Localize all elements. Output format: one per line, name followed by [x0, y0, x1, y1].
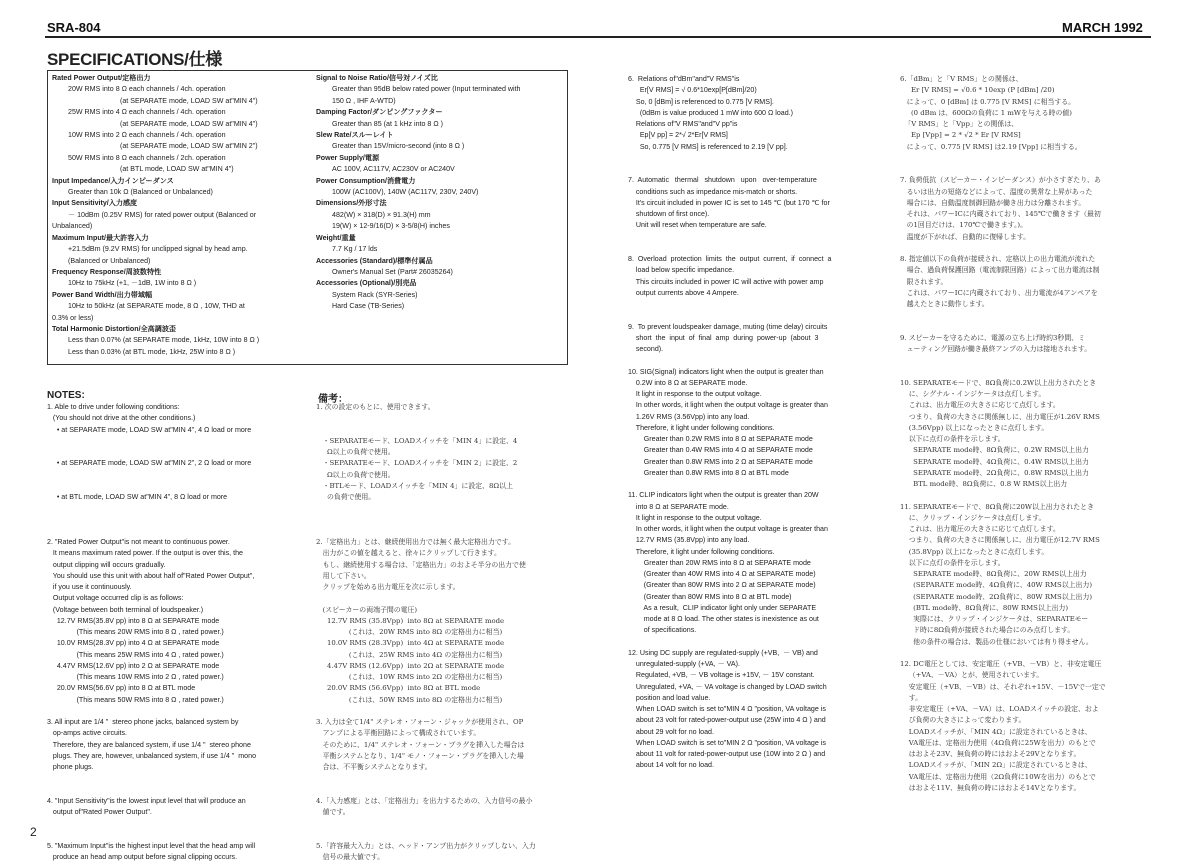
note-line: はおよそ11V、無負荷の時にはおよそ14Vとなります。: [900, 783, 1081, 792]
note-line: SEPARATE mode時、4Ω負荷に、0.4W RMS以上出力: [900, 457, 1089, 466]
note-line: output currents above 4 Ampere.: [628, 288, 739, 297]
note-line: 8. Overload protection limits the output current, if connect a: [628, 255, 832, 263]
note-line: [47, 785, 256, 796]
note-line: ド時に8Ω負荷が接続された場合にのみ点灯します。: [900, 626, 1075, 635]
spec-value: Greater than 10k Ω (Balanced or Unbalanced): [68, 188, 213, 197]
note-line: [900, 310, 1106, 321]
note-line: (35.8Vpp) 以上になったときに点灯します。: [900, 547, 1049, 556]
note-line: [47, 830, 256, 841]
note-line: [628, 637, 831, 648]
note-line: Ω以上の負荷で使用。: [316, 448, 395, 456]
note-line: 12. Using DC supply are regulated-supply (+VB, － VB) and: [628, 648, 818, 657]
note-line: 場合には、自動温度制御回路が働き出力は分離されます。: [900, 198, 1086, 207]
note-line: 12. DC電圧としては、安定電圧（+VB、－VB）と、非安定電圧: [900, 660, 1102, 668]
note-line: [47, 470, 256, 481]
note-line: 1. Able to drive under following conditions:: [47, 403, 180, 411]
spec-value: 50W RMS into 8 Ω each channels / 2ch. operation: [68, 153, 226, 162]
document-date: MARCH 1992: [1062, 20, 1143, 35]
note-line: 越えたときに動作します。: [900, 300, 989, 308]
spec-heading: Total Harmonic Distortion/全高調波歪: [52, 324, 177, 333]
note-line: Unit will reset when temperature are safe.: [628, 221, 767, 230]
note-line: [628, 310, 831, 321]
spec-value: Greater than 15V/micro-second (into 8 Ω ): [332, 142, 465, 151]
note-line: 平衡システムとなり、1/4" モノ・フォーン・プラグを挿入した場: [316, 751, 524, 760]
spec-value: 25W RMS into 4 Ω each channels / 4ch. operation: [68, 108, 226, 117]
note-line: 用して下さい。: [316, 571, 371, 580]
note-line: ・BTLモード、LOADスイッチを「MIN 4」に設定、8Ω以上: [316, 481, 513, 490]
spec-heading: Signal to Noise Ratio/信号対ノイズ比: [316, 74, 438, 82]
spec-heading: Power Band Width/出力帯域幅: [52, 290, 153, 299]
note-line: Greater than 0.8W RMS into 2 Ω at SEPARATE mode: [628, 457, 813, 466]
note-line: shutdown of first once).: [628, 210, 710, 218]
note-line: [628, 153, 831, 164]
note-line: It light in response to the output voltage.: [628, 513, 762, 522]
note-line: つまり、負荷の大きさに関係無しに、出力電圧が12.7V RMS: [900, 536, 1100, 545]
note-line: 以下に点灯の条件を示します。: [900, 558, 1005, 567]
note-line: 5.「許容最大入力」とは、ヘッド・アンプ出力がクリップしない、入力: [316, 841, 536, 850]
note-line: LOADスイッチが、「MIN 2Ω」に設定されているときは、: [900, 761, 1092, 770]
note-line: び負荷の大きさによって変わります。: [900, 716, 1026, 725]
note-line: (これは、20W RMS into 8Ω の定格出力に相当): [316, 628, 503, 636]
note-line: 合は、不平衡システムとなります。: [316, 763, 432, 771]
note-line: about 29 volt for no load.: [628, 727, 714, 736]
spec-value: Owner's Manual Set (Part# 26035264): [332, 267, 453, 276]
note-line: 2.「定格出力」とは、継続使用出力では無く最大定格出力です。: [316, 538, 515, 546]
note-line: 非安定電圧（+VA、－VA）は、LOADスイッチの設定、およ: [900, 705, 1099, 713]
spec-heading: Power Consumption/消費電力: [316, 176, 416, 185]
note-line: 安定電圧（+VB、－VB）は、それぞれ+15V、－15Vで一定で: [900, 682, 1106, 691]
note-line: 0.2W into 8 Ω at SEPARATE mode.: [628, 378, 748, 387]
note-line: [900, 490, 1106, 501]
note-line: (3.56Vpp) 以上になったときに点灯します。: [900, 423, 1049, 432]
note-line: [316, 818, 536, 829]
note-line: BTL mode時、8Ω負荷に、0.8 W RMS以上出力: [900, 480, 1068, 488]
spec-value: +21.5dBm (9.2V RMS) for unclipped signal by head amp.: [68, 245, 248, 254]
note-line: 8. 指定値以下の負荷が接続され、定格以上の出力電流が流れた: [900, 255, 1096, 263]
note-line: • at BTL mode, LOAD SW at"MIN 4", 8 Ω load or more: [47, 493, 228, 501]
note-line: 1. 次の設定のもとに、使用できます。: [316, 403, 435, 411]
note-line: [47, 515, 256, 526]
spec-heading: Maximum Input/最大許容入力: [52, 233, 149, 242]
note-line: そのために、1/4" ステレオ・フォーン・プラグを挿入した場合は: [316, 740, 525, 749]
note-line: It light in response to the output voltage.: [628, 390, 762, 398]
note-line: これは、出力電圧の大きさに応じて点灯します。: [900, 401, 1060, 410]
note-line: それは、パワーICに内蔵されており、145℃で働きます（最初: [900, 210, 1101, 218]
note-line: (BTL mode時、8Ω負荷に、80W RMS以上出力): [900, 603, 1069, 612]
note-line: conditions such as impedance mis-match or shorts.: [628, 187, 798, 196]
note-line: VA電圧は、定格出力使用（4Ω負荷に25Wを出力）のもとで: [900, 738, 1096, 747]
note-line: Therefore, it light under following conditions.: [628, 547, 775, 556]
note-line: ・SEPARATEモード、LOADスイッチを「MIN 4」に設定、4: [316, 436, 518, 445]
note-line: 実際には、クリップ・インジケータは、SEPARATEモー: [900, 615, 1089, 623]
note-line: (0 dBm は、600Ωの負荷に 1 mWを与える時の値): [900, 108, 1072, 117]
note-line: 6. Relations of"dBm"and"V RMS"is: [628, 75, 740, 83]
spec-heading: Frequency Response/周波数特性: [52, 267, 162, 276]
note-line: SEPARATE mode時、2Ω負荷に、0.8W RMS以上出力: [900, 468, 1089, 477]
note-line: Regulated, +VB, － VB voltage is +15V, － 15V constant.: [628, 671, 815, 680]
spec-value: Unbalanced): [52, 222, 93, 231]
note-line: 11. CLIP indicators light when the output is greater than 20W: [628, 491, 819, 500]
notes-japanese-column: [316, 402, 536, 863]
note-line: • at SEPARATE mode, LOAD SW at"MIN 2", 2 Ω load or more: [47, 459, 252, 468]
note-line: SEPARATE mode時、8Ω負荷に、0.2W RMS以上出力: [900, 446, 1089, 455]
note-line: [316, 773, 536, 784]
note-line: plugs. They are, however, unbalanced system, if use 1/4 " mono: [47, 751, 257, 760]
spec-value: Hard Case (TB-Series): [332, 302, 405, 311]
note-line: It means maximum rated power. If the output is over this, the: [47, 549, 243, 558]
note-line: [316, 526, 536, 537]
spec-value: 20W RMS into 8 Ω each channels / 4ch. operation: [68, 85, 226, 94]
note-line: In other words, it light when the output voltage is greater than: [628, 401, 828, 410]
spec-value: System Rack (SYR-Series): [332, 290, 418, 299]
note-line: (0dBm is value produced 1 mW into 600 Ω load.): [628, 108, 793, 117]
note-line: Relations of"V RMS"and"V pp"is: [628, 120, 738, 128]
note-line: Greater than 0.2W RMS into 8 Ω at SEPARATE mode: [628, 435, 813, 443]
spec-value: Greater than 85 (at 1 kHz into 8 Ω ): [332, 119, 443, 128]
spec-value: (at BTL mode, LOAD SW at"MIN 4"): [120, 165, 234, 174]
note-line: Er [V RMS] = √0.6 * 10exp (P [dBm] /20): [900, 86, 1055, 95]
note-line: 「V RMS」と「Vpp」との関係は、: [900, 120, 1019, 128]
spec-heading: Dimensions/外形寸法: [316, 199, 387, 208]
note-line: 20.0V RMS(56.6V pp) into 8 Ω at BTL mode: [47, 684, 196, 693]
note-line: 出力がこの値を越えると、徐々にクリップして行きます。: [316, 549, 501, 558]
note-line: 9. スピーカーを守るために、電源の立ち上げ時約3秒間、ミ: [900, 333, 1085, 342]
note-line: (Greater than 40W RMS into 4 Ω at SEPARATE mode): [628, 570, 816, 578]
note-line: (Greater than 80W RMS into 2 Ω at SEPARATE mode): [628, 581, 816, 590]
spec-value: AC 100V, AC117V, AC230V or AC240V: [332, 165, 455, 174]
note-line: load below specific impedance.: [628, 266, 735, 275]
note-line: It's circuit included in power IC is set to 145 ℃ (but 170 ℃ for: [628, 198, 830, 207]
note-line: 7. 負荷低抗（スピーカー・インピーダンス）が小さすぎたり、あ: [900, 176, 1101, 185]
note-line: 4.47V RMS(12.6V pp) into 2 Ω at SEPARATE mode: [47, 661, 220, 670]
note-line: 他の条件の場合は、製品の仕様においては有り得ません。: [900, 637, 1093, 646]
note-line: In other words, it light when the output voltage is greater than: [628, 525, 828, 533]
note-line: [47, 526, 256, 537]
note-line: [900, 164, 1106, 175]
note-line: [316, 830, 536, 841]
note-line: [900, 367, 1106, 378]
note-line: (Voltage between both terminal of loudspeaker.): [47, 605, 204, 614]
spec-heading: Accessories (Standard)/標準付属品: [316, 256, 433, 265]
note-line: [47, 503, 256, 514]
note-line: 4. "Input Sensitivity"is the lowest input level that will produce an: [47, 796, 246, 805]
note-line: This circuits included in power IC will active with power amp: [628, 277, 824, 286]
spec-heading: Power Supply/電源: [316, 153, 380, 162]
spec-value: 7.7 Kg / 17 lds: [332, 245, 378, 254]
note-line: Greater than 0.8W RMS into 8 Ω at BTL mode: [628, 468, 789, 477]
note-line: 10.0V RMS (28.3Vpp) into 4Ω at SEPARATE mode: [316, 639, 505, 648]
note-line: unregulated-supply (+VA, － VA).: [628, 660, 740, 668]
note-line: 12.7V RMS(35.8V pp) into 8 Ω at SEPARATE mode: [47, 616, 220, 625]
spec-value: Less than 0.03% (at BTL mode, 1kHz, 25W into 8 Ω ): [68, 347, 236, 356]
note-line: When LOAD switch is set to"MIN 2 Ω "position, VA voltage is: [628, 738, 826, 747]
spec-value: (Balanced or Unbalanced): [68, 256, 151, 265]
note-line: 値です。: [316, 808, 350, 816]
spec-heading: Input Sensitivity/入力感度: [52, 199, 138, 208]
note-line: (You should not drive at the other conditions.): [47, 414, 196, 423]
note-line: [47, 481, 256, 492]
note-line: 4.47V RMS (12.6Vpp) into 2Ω at SEPARATE mode: [316, 661, 505, 670]
notes-english-right-column: [628, 74, 831, 772]
note-line: Er[V RMS] = √ 0.6*10exp[P[dBm]/20): [628, 86, 757, 95]
model-number: SRA-804: [47, 20, 101, 35]
note-line: の負荷で使用。: [316, 493, 376, 501]
note-line: Therefore, it light under following conditions.: [628, 423, 775, 432]
note-line: によって、0 [dBm] は 0.775 [V RMS] に相当する。: [900, 97, 1076, 106]
notes-japanese-right-column: [900, 74, 1106, 794]
note-line: output clipping will occurs gradually.: [47, 560, 166, 569]
note-line: の1回目だけは、170℃で働きます。)。: [900, 221, 1027, 230]
note-line: によって、0.775 [V RMS] は2.19 [Vpp] に相当する。: [900, 142, 1082, 151]
note-line: [628, 232, 831, 243]
note-line: もし、継続使用する場合は、「定格出力」のおよそ半分の出力で使: [316, 560, 526, 569]
note-line: [628, 299, 831, 310]
note-line: [628, 164, 831, 175]
note-line: 信号の最大値です。: [316, 853, 385, 861]
note-line: [47, 706, 256, 717]
note-line: ューティング回路が働き最終アンプの入力は接地されます。: [900, 345, 1092, 353]
note-line: [47, 447, 256, 458]
specs-right-column: [316, 73, 520, 313]
specs-left-column: [52, 73, 259, 358]
specifications-box: [47, 70, 568, 365]
note-line: You should use this unit with about half of"Rated Power Output",: [47, 571, 255, 580]
note-line: 6.「dBm」と「V RMS」との関係は、: [900, 75, 1023, 83]
note-line: クリップを始める出力電圧を次に示します。: [316, 583, 460, 591]
note-line: (This means 10W RMS into 2 Ω , rated power.): [47, 673, 224, 681]
note-line: (これは、10W RMS into 2Ω の定格出力に相当): [316, 673, 503, 681]
notes-ja-title: 備考：: [318, 394, 348, 405]
note-line: (This means 25W RMS into 4 Ω , rated power.): [47, 650, 224, 659]
note-line: mode at 8 Ω load. The other states is inexistence as out: [628, 615, 819, 623]
note-line: Ep [Vpp] = 2 * √2 * Er [V RMS]: [900, 131, 1021, 140]
note-line: SEPARATE mode時、8Ω負荷に、20W RMS以上出力: [900, 570, 1087, 578]
note-line: 場合、過負荷保護回路（電流制限回路）によって出力電流は制: [900, 266, 1100, 275]
page-number: 2: [30, 825, 37, 839]
note-line: As a result, CLIP indicator light only under SEPARATE: [628, 603, 817, 612]
spec-value: － 10dBm (0.25V RMS) for rated power output (Balanced or: [68, 210, 257, 219]
note-line: (スピーカーの両端子間の電圧): [316, 605, 418, 614]
note-line: Therefore, they are balanced system, if use 1/4 " stereo phone: [47, 740, 251, 749]
note-line: 2. "Rated Power Output"is not meant to continuous power.: [47, 538, 230, 546]
note-line: [628, 479, 831, 490]
spec-heading: Damping Factor/ダンピングファクター: [316, 108, 443, 117]
note-line: Greater than 0.4W RMS into 4 Ω at SEPARATE mode: [628, 446, 813, 455]
note-line: 20.0V RMS (56.6Vpp) into 8Ω at BTL mode: [316, 684, 481, 693]
note-line: 温度が下がれば、自動的に復帰します。: [900, 232, 1031, 241]
header-rule: [45, 36, 1151, 38]
note-line: (これは、50W RMS into 8Ω の定格出力に相当): [316, 695, 503, 704]
note-line: 3. 入力は全て1/4" ステレオ・フォーン・ジャックが使用され、OP: [316, 718, 524, 726]
note-line: of specifications.: [628, 626, 697, 635]
note-line: [900, 243, 1106, 254]
note-line: into 8 Ω at SEPARATE mode.: [628, 502, 729, 511]
note-line: 9. To prevent loudspeaker damage, muting (time delay) circuits: [628, 322, 828, 331]
note-line: (Greater than 80W RMS into 8 Ω at BTL mode): [628, 592, 792, 601]
spec-value: 10Hz to 50kHz (at SEPARATE mode, 8 Ω , 10W, THD at: [68, 302, 245, 311]
spec-heading: Weight/重量: [316, 233, 356, 242]
note-line: 7. Automatic thermal shutdown upon over-temperature: [628, 176, 817, 185]
note-line: if you use it continuously.: [47, 583, 132, 591]
spec-value: 150 Ω , IHF A-WTD): [332, 96, 396, 105]
note-line: [316, 706, 536, 717]
page-title: SPECIFICATIONS/仕様: [47, 50, 222, 69]
note-line: [316, 503, 536, 514]
note-line: [628, 243, 831, 254]
note-line: phone plugs.: [47, 763, 94, 771]
note-line: 10. SIG(Signal) indicators light when the output is greater than: [628, 367, 824, 376]
note-line: アンプによる平衡回路によって構成されています。: [316, 729, 481, 738]
note-line: に、クリップ・インジケータは点灯します。: [900, 513, 1046, 522]
note-line: 10.0V RMS(28.3V pp) into 4 Ω at SEPARATE mode: [47, 639, 220, 648]
note-line: position and load value.: [628, 693, 711, 702]
spec-value: (at SEPARATE mode, LOAD SW at"MIN 4"): [120, 96, 258, 105]
spec-heading: Input Impedance/入力インピーダンス: [52, 176, 174, 185]
note-line: (SEPARATE mode時、4Ω負荷に、40W RMS以上出力): [900, 581, 1093, 590]
spec-value: 10W RMS into 2 Ω each channels / 4ch. operation: [68, 131, 226, 140]
note-line: short the input of final amp during power-up (about 3: [628, 333, 819, 342]
note-line: second).: [628, 345, 664, 353]
spec-value: 19(W) × 12-9/16(D) × 3-5/8(H) inches: [332, 222, 450, 231]
note-line: Ω以上の負荷で使用。: [316, 470, 395, 479]
note-line: [900, 322, 1106, 333]
note-line: はおよそ23V、無負荷の時にはおよそ29Vとなります。: [900, 750, 1081, 758]
spec-value: 10Hz to 75kHz (+1, －1dB, 1W into 8 Ω ): [68, 279, 197, 288]
spec-heading: Accessories (Optional)/別売品: [316, 279, 417, 288]
note-line: about 11 volt for rated-power-output use (10W into 2 Ω ) and: [628, 750, 826, 758]
spec-value: (at SEPARATE mode, LOAD SW at"MIN 4"): [120, 119, 258, 128]
note-line: 12.7V RMS (35.8Vpp) into any load.: [628, 536, 750, 545]
note-line: So, 0.775 [V RMS] is referenced to 2.19 [V pp].: [628, 142, 788, 151]
note-line: [316, 425, 536, 436]
note-line: （+VA、－VA）とが、使用されています。: [900, 671, 1044, 680]
spec-value: 482(W) × 318(D) × 91.3(H) mm: [332, 210, 431, 219]
note-line: [316, 785, 536, 796]
note-line: 11. SEPARATEモードで、8Ω負荷に20W以上出力されたとき: [900, 502, 1094, 511]
note-line: 3. All input are 1/4 " stereo phone jacks, balanced system by: [47, 718, 239, 726]
spec-value: Less than 0.07% (at SEPARATE mode, 1kHz, 10W into 8 Ω ): [68, 336, 260, 345]
note-line: これは、出力電圧の大きさに応じて点灯します。: [900, 525, 1060, 533]
note-line: [316, 515, 536, 526]
spec-heading: Rated Power Output/定格出力: [52, 74, 151, 82]
note-line: [47, 818, 256, 829]
note-line: 4.「入力感度」とは、「定格出力」を出力するための、入力信号の最小: [316, 796, 533, 805]
note-line: 12.7V RMS (35.8Vpp) into 8Ω at SEPARATE mode: [316, 616, 505, 625]
note-line: [316, 413, 536, 424]
note-line: [47, 436, 256, 447]
spec-value: Greater than 95dB below rated power (Input terminated with: [332, 85, 521, 94]
note-line: (これは、25W RMS into 4Ω の定格出力に相当): [316, 650, 503, 659]
note-line: (SEPARATE mode時、2Ω負荷に、80W RMS以上出力): [900, 592, 1093, 601]
note-line: So, 0 [dBm] is referenced to 0.775 [V RMS].: [628, 97, 774, 106]
notes-english-column: [47, 402, 256, 863]
note-line: output of"Rated Power Output".: [47, 808, 152, 816]
note-line: [628, 355, 831, 366]
spec-heading: Slew Rate/スルーレイト: [316, 131, 394, 140]
note-line: (This means 20W RMS into 8 Ω , rated power.): [47, 628, 224, 636]
note-line: に、シグナル・インジケータは点灯します。: [900, 390, 1046, 398]
note-line: 以下に点灯の条件を示します。: [900, 435, 1005, 443]
note-line: (This means 50W RMS into 8 Ω , rated power.): [47, 695, 224, 704]
note-line: Greater than 20W RMS into 8 Ω at SEPARATE mode: [628, 558, 811, 567]
note-line: 限されます。: [900, 277, 948, 286]
note-line: す。: [900, 693, 922, 702]
note-line: つまり、負荷の大きさに関係無しに、出力電圧が1.26V RMS: [900, 412, 1100, 421]
note-line: ・SEPARATEモード、LOADスイッチを「MIN 2」に設定、2: [316, 459, 518, 468]
note-line: 1.26V RMS (3.56Vpp) into any load.: [628, 412, 750, 421]
note-line: Unregulated, +VA, － VA voltage is changed by LOAD switch: [628, 682, 827, 691]
note-line: [900, 648, 1106, 659]
note-line: Ep[V pp] = 2*√ 2*Er[V RMS]: [628, 131, 728, 140]
note-line: 10. SEPARATEモードで、8Ω負荷に0.2W以上出力されたとき: [900, 378, 1097, 387]
note-line: 5. "Maximum Input"is the highest input level that the head amp will: [47, 841, 256, 850]
note-line: about 23 volt for rated-power-output use (25W into 4 Ω ) and: [628, 716, 826, 725]
note-line: これは、パワーICに内蔵されており、出力電流が4アンペアを: [900, 288, 1098, 297]
notes-title: NOTES:: [47, 390, 85, 401]
note-line: VA電圧は、定格出力使用（2Ω負荷に10Wを出力）のもとで: [900, 772, 1096, 781]
note-line: When LOAD switch is set to"MIN 4 Ω "position, VA voltage is: [628, 705, 826, 713]
note-line: op-amps active circuits.: [47, 729, 128, 738]
spec-value: 100W (AC100V), 140W (AC117V, 230V, 240V): [332, 188, 479, 197]
note-line: LOADスイッチが、「MIN 4Ω」に設定されているときは、: [900, 727, 1092, 736]
note-line: [47, 773, 256, 784]
note-line: [900, 355, 1106, 366]
spec-value: 0.3% or less): [52, 313, 94, 322]
note-line: [900, 153, 1106, 164]
note-line: Output voltage occurred clip is as follows:: [47, 594, 184, 603]
note-line: • at SEPARATE mode, LOAD SW at"MIN 4", 4 Ω load or more: [47, 425, 252, 434]
spec-value: (at SEPARATE mode, LOAD SW at"MIN 2"): [120, 142, 258, 151]
note-line: about 14 volt for no load.: [628, 761, 714, 770]
note-line: produce an head amp output before signal clipping occurs.: [47, 853, 238, 861]
note-line: [316, 593, 536, 604]
note-line: るいは出力の短絡などによって、温度の異常な上昇があった: [900, 187, 1093, 196]
